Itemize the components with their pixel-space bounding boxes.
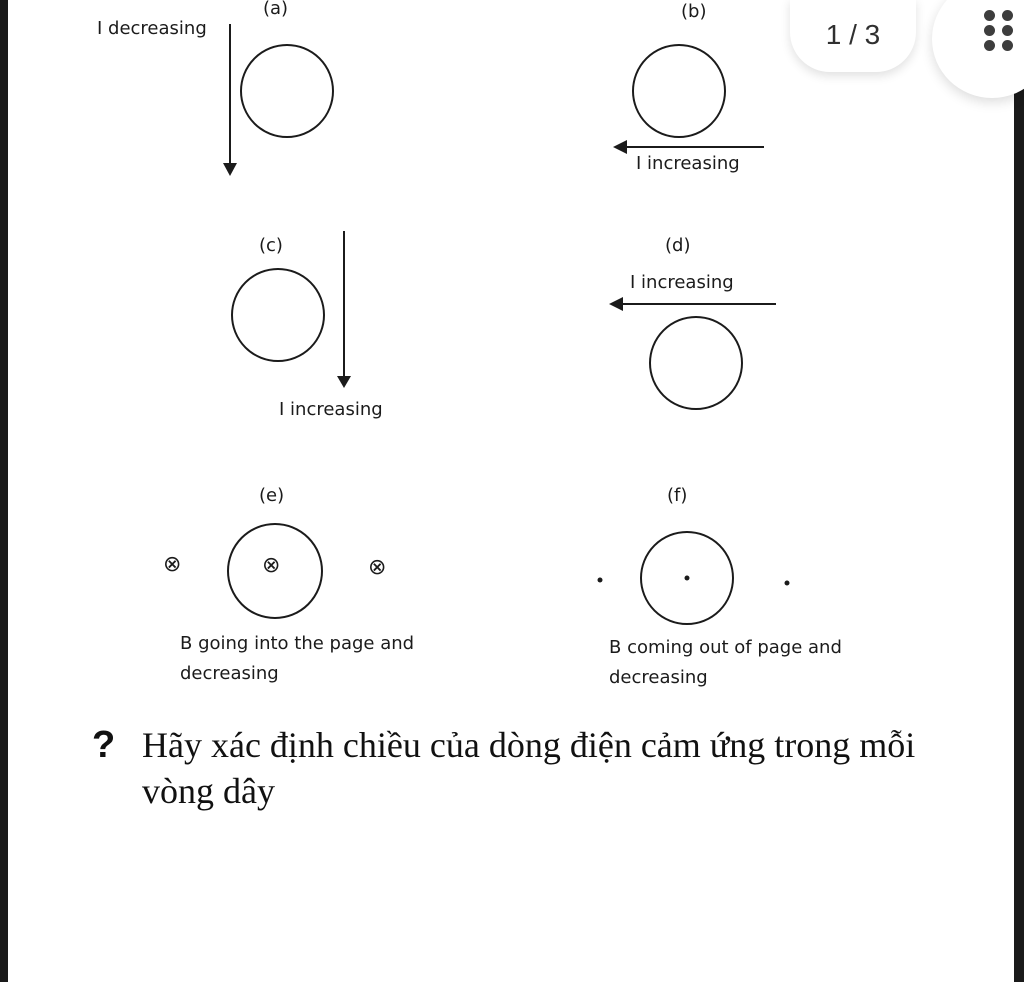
question-text: Hãy xác định chiều của dòng điện cảm ứng trong mỗi vòng dây bbox=[142, 725, 916, 811]
figure-c-current: I increasing bbox=[279, 399, 383, 420]
arrowhead-d bbox=[609, 297, 623, 311]
b-field-dot-right bbox=[785, 581, 790, 586]
loop-d bbox=[650, 317, 742, 409]
arrowhead-b bbox=[613, 140, 627, 154]
figure-e-caption-line2: decreasing bbox=[180, 663, 279, 684]
loop-c bbox=[232, 269, 324, 361]
page-indicator-text: 1 / 3 bbox=[825, 19, 881, 50]
loop-a bbox=[241, 45, 333, 137]
question-mark-icon: ? bbox=[92, 724, 116, 766]
figure-f-caption-line2: decreasing bbox=[609, 667, 708, 688]
figure-d-label: (d) bbox=[665, 235, 691, 256]
b-field-dot-center bbox=[685, 576, 690, 581]
b-into-page-icon-center: ⊗ bbox=[262, 553, 281, 578]
figure-e-label: (e) bbox=[259, 485, 285, 506]
arrowhead-c bbox=[337, 376, 351, 388]
figure-d-current: I increasing bbox=[630, 272, 734, 293]
figure-b-current: I increasing bbox=[636, 153, 740, 174]
b-into-page-icon-right: ⊗ bbox=[368, 555, 387, 580]
b-field-dot-left bbox=[598, 578, 603, 583]
figure-c-label: (c) bbox=[259, 235, 283, 256]
figure-a-label: (a) bbox=[263, 0, 289, 19]
figure-b-label: (b) bbox=[681, 1, 707, 22]
figure-f-caption bbox=[609, 633, 842, 693]
figure-f-caption-line1: B coming out of page and bbox=[609, 637, 842, 658]
figure-a-current: I decreasing bbox=[97, 18, 207, 39]
figure-f-label: (f) bbox=[667, 485, 688, 506]
arrowhead-a bbox=[223, 163, 237, 176]
figure-e-caption-line1: B going into the page and bbox=[180, 633, 415, 654]
loop-b bbox=[633, 45, 725, 137]
grid-dots-icon bbox=[984, 10, 1014, 52]
b-into-page-icon-left: ⊗ bbox=[163, 552, 182, 577]
page-indicator[interactable] bbox=[790, 0, 916, 72]
figure-e-caption bbox=[180, 629, 414, 689]
